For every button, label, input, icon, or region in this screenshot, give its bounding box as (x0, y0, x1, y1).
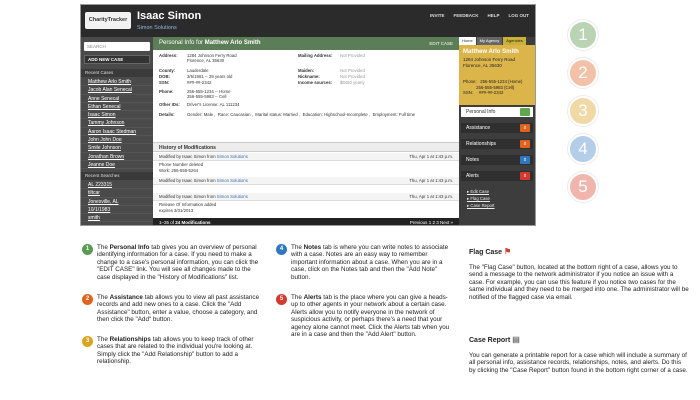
callout-3: 3 (568, 96, 598, 126)
case-tab-count: 0 (520, 156, 530, 164)
section-number: 4 (276, 244, 287, 255)
field-label: Income sources: (298, 80, 333, 85)
page-link[interactable]: 1 (428, 220, 433, 225)
field-row (159, 89, 289, 101)
history-modified-by: Modified by Isaac Simon from (159, 178, 217, 183)
footer-count: 24 Modifications (175, 220, 211, 225)
user-name: Isaac Simon (137, 10, 202, 22)
top-link-feedback[interactable]: FEEDBACK (453, 13, 479, 18)
case-tab-relationships[interactable] (461, 139, 533, 149)
recent-case-item[interactable]: Anne Senecal (81, 95, 153, 103)
recent-case-item[interactable]: Aaron Isaac Stedman (81, 128, 153, 136)
page-link[interactable]: 2 (432, 220, 437, 225)
history-entry-header (153, 193, 459, 201)
recent-cases-list (81, 78, 153, 169)
field-row (159, 112, 459, 124)
field-label: Address: (159, 53, 178, 58)
field-label: Mailing Address: (298, 53, 333, 58)
history-modified-by: Modified by Isaac Simon from (159, 194, 217, 199)
history-entry-header (153, 177, 459, 185)
field-value: 1284 Johnson Ferry Road Florence, AL 35630 (187, 53, 237, 64)
case-report-title (469, 335, 520, 344)
field-value: ###-##-2342 (187, 80, 212, 85)
field-value: Not Provided (340, 68, 365, 73)
history-header: History of Modifications (153, 142, 459, 152)
add-new-case-button[interactable]: ADD NEW CASE (84, 55, 150, 64)
case-tab-personal-info[interactable] (461, 107, 533, 117)
field-value: $8450 yearly (340, 80, 365, 85)
tab-agencies[interactable]: Agencies (503, 37, 525, 45)
left-sidebar (81, 37, 153, 226)
field-value: Gender: Male , Race: Caucasian , Marital status: Married , Education: Highschool-Incomplete , Employment: Full time (187, 112, 416, 117)
case-tab-label: Notes (466, 157, 480, 163)
right-tabs (459, 37, 536, 45)
history-modified-by: Modified by Isaac Simon from (159, 154, 217, 159)
recent-search-item[interactable]: smith (81, 214, 153, 222)
card-name: Matthew Arlo Smith (463, 49, 519, 55)
case-tab-assistance[interactable] (461, 123, 533, 133)
flag-case-body: The "Flag Case" button, located at the bottom right of a case, allows you to send a message to the network administrator if you notice an issue with a case. For example, you can use this feature if you notice two cases for the same individual and they need to be merged into one. The administrator will be notified of the flagged case via email. (469, 264, 689, 301)
recent-case-item[interactable]: Jeanne Doe (81, 161, 153, 169)
section-number: 2 (82, 294, 93, 305)
section-notes (276, 244, 454, 281)
section-title: Alerts (303, 294, 322, 301)
right-sidebar (459, 37, 536, 226)
history-org-link[interactable]: Simon Solutions (216, 154, 248, 159)
recent-case-item[interactable]: Smile Johnson (81, 144, 153, 152)
section-personal-info (82, 244, 260, 281)
recent-case-item[interactable]: Ethan Senecal (81, 103, 153, 111)
top-link-log-out[interactable]: LOG OUT (508, 13, 529, 18)
page-link[interactable]: 3 (436, 220, 440, 225)
history-entry-body: Release Of Information added expires 3/31/2013 (159, 202, 217, 213)
case-report-link[interactable]: ▸ Case Report (467, 203, 495, 208)
charitytracker-logo[interactable]: CharityTracker (85, 12, 131, 29)
field-value: Lauderdale (187, 68, 209, 73)
case-summary-card (459, 45, 536, 105)
case-tab-count: 0 (520, 140, 530, 148)
field-label: Details: (159, 112, 175, 117)
history-date: Thu, Apr 1 at 1:43 p.m. (409, 194, 453, 199)
field-label: SSN: (159, 80, 170, 85)
field-value: 3/5/1981 -- 29 years old (187, 74, 233, 79)
history-date: Thu, Apr 1 at 1:43 p.m. (409, 154, 453, 159)
page-link[interactable]: Previous (409, 220, 429, 225)
field-value: Not Provided (340, 74, 365, 79)
section-title: Personal Info (109, 244, 150, 251)
recent-case-item[interactable]: Tammy Johnson (81, 119, 153, 127)
flag-case-link[interactable]: ▸ Flag Case (467, 196, 490, 201)
top-link-help[interactable]: HELP (487, 13, 500, 18)
tab-my-agency[interactable]: My Agency (477, 37, 503, 45)
section-text: The Assistance tab allows you to view all past assistance records and add new ones to a case. Click the "Add Assistance" button, enter a value, choose a category, and then click the "Add" button. (97, 294, 260, 324)
case-tab-label: Personal Info (466, 109, 496, 115)
callout-4: 4 (568, 134, 598, 164)
section-text: The Notes tab is where you can write notes to associate with a case. Notes are an easy way to remember important information about a case. When you are in a case, click on the Notes tab and then the "Add Note" button. (291, 244, 449, 281)
field-value: Driver's License: AL 111234 (187, 102, 240, 107)
field-label: Maiden: (298, 68, 315, 73)
card-address: 1284 Johnson Ferry Road Florence, AL 35630 (463, 57, 516, 68)
callout-1: 1 (568, 20, 598, 50)
field-label: County: (159, 68, 176, 73)
field-value: 256-555-1234 -- Home 256-555-5983 -- Cell (187, 89, 231, 100)
field-row (298, 53, 448, 59)
top-links (430, 13, 529, 18)
recent-search-item[interactable]: tiltcar (81, 189, 153, 197)
history-entry (153, 177, 459, 185)
callout-2: 2 (568, 58, 598, 88)
case-tab-label: Relationships (466, 141, 497, 147)
field-label: Other IDs: (159, 102, 180, 107)
section-text: The Alerts tab is the place where you can give a heads-up to other agents in your network about a certain case. Alerts allow you to notify everyone in the network of suspicious activity, or perhaps there's a need that your agency alone cannot meet. Click the Alerts tab when you are in a case and then the "Add Alert" button. (291, 294, 450, 339)
flag-case-title-text: Flag Case (469, 249, 503, 256)
section-title: Relationships (109, 336, 151, 343)
footer-count-prefix: 1–35 of (159, 220, 175, 225)
history-entry (153, 153, 459, 173)
flag-icon: ⚑ (504, 247, 512, 256)
case-report-title-text: Case Report (469, 337, 511, 344)
user-organization[interactable]: Simon Solutions (137, 25, 177, 31)
case-tab-count: 0 (520, 124, 530, 132)
case-tab-count (520, 108, 530, 116)
personal-info-header (153, 37, 459, 50)
edit-case-link[interactable]: EDIT CASE (429, 41, 453, 46)
case-tab-count: 0 (520, 172, 530, 180)
recent-case-item[interactable]: Jonathan Brown (81, 153, 153, 161)
recent-case-item[interactable]: John John Doe (81, 136, 153, 144)
tab-home[interactable]: Home (459, 37, 476, 45)
case-tab-notes[interactable] (461, 155, 533, 165)
recent-case-item[interactable]: Jacob Alan Senecal (81, 86, 153, 94)
history-org-link[interactable]: Simon Solutions (216, 194, 248, 199)
section-number: 1 (82, 244, 93, 255)
history-entry-body: Phone Number deleted Work: 256-555-5264 (159, 162, 204, 173)
field-row (298, 80, 448, 86)
header-case-name: Matthew Arlo Smith (204, 40, 261, 46)
case-main-panel (153, 37, 459, 226)
case-tab-label: Alerts (466, 173, 479, 179)
case-report-body: You can generate a printable report for a case which will include a summary of all personal info, assistance records, relationships, notes, and alerts. Do this by clicking the "Case Report" button found in the bottom right corner of a case. (469, 352, 688, 374)
section-title: Notes (303, 244, 322, 251)
app-screenshot (80, 4, 536, 226)
field-value: Not Provided (340, 53, 365, 58)
history-entry-header (153, 153, 459, 161)
history-footer (153, 218, 459, 226)
callout-5: 5 (568, 172, 598, 202)
recent-search-item[interactable]: 10/1/1983 (81, 206, 153, 214)
section-text: The Relationships tab allows you to keep track of other cases that are related to the individual you're looking at. Simply click the "Add Relationship" button to add a relationship. (97, 336, 254, 366)
card-phones: Phone: 256-555-1234 (Home) 256-555-5983 (Cell) SSN: ###-##-2342 (463, 79, 523, 95)
recent-searches-list (81, 181, 153, 222)
page-link[interactable]: Next » (439, 220, 453, 225)
case-tab-alerts[interactable] (461, 171, 533, 181)
pagination (410, 218, 453, 226)
history-entry (153, 193, 459, 213)
section-alerts (276, 294, 454, 338)
recent-searches-header: Recent Searches (81, 172, 153, 180)
field-label: DOB: (159, 74, 170, 79)
recent-case-item[interactable]: Isaac Simon (81, 111, 153, 119)
report-icon: ▤ (512, 335, 520, 344)
section-text: The Personal Info tab gives you an overview of personal identifying information for a case. If you need to make a change to a case's personal information, you can click the "EDIT CASE" link. You will see all changes made to the case displayed in the "History of Modifications" list. (97, 244, 259, 281)
field-label: Phone: (159, 89, 174, 94)
recent-case-item[interactable]: Matthew Arlo Smith (81, 78, 153, 86)
recent-search-item[interactable]: Jonesville, AL (81, 198, 153, 206)
history-org-link[interactable]: Simon Solutions (216, 178, 248, 183)
field-label: Nickname: (298, 74, 320, 79)
history-date: Thu, Apr 1 at 1:43 p.m. (409, 178, 453, 183)
case-tab-label: Assistance (466, 125, 491, 131)
section-relationships (82, 336, 260, 366)
top-link-invite[interactable]: INVITE (429, 13, 445, 18)
section-number: 3 (82, 336, 93, 347)
top-bar (81, 5, 536, 37)
section-number: 5 (276, 294, 287, 305)
section-title: Assistance (109, 294, 143, 301)
edit-case-link[interactable]: ▸ Edit Case (467, 189, 489, 194)
section-assistance (82, 294, 260, 324)
recent-search-item[interactable]: AL 223315 (81, 181, 153, 189)
header-prefix: Personal Info for (159, 40, 204, 46)
search-input[interactable]: SEARCH (84, 42, 150, 51)
recent-cases-header: Recent Cases (81, 69, 153, 77)
field-row (159, 53, 289, 65)
flag-case-title (469, 247, 511, 256)
